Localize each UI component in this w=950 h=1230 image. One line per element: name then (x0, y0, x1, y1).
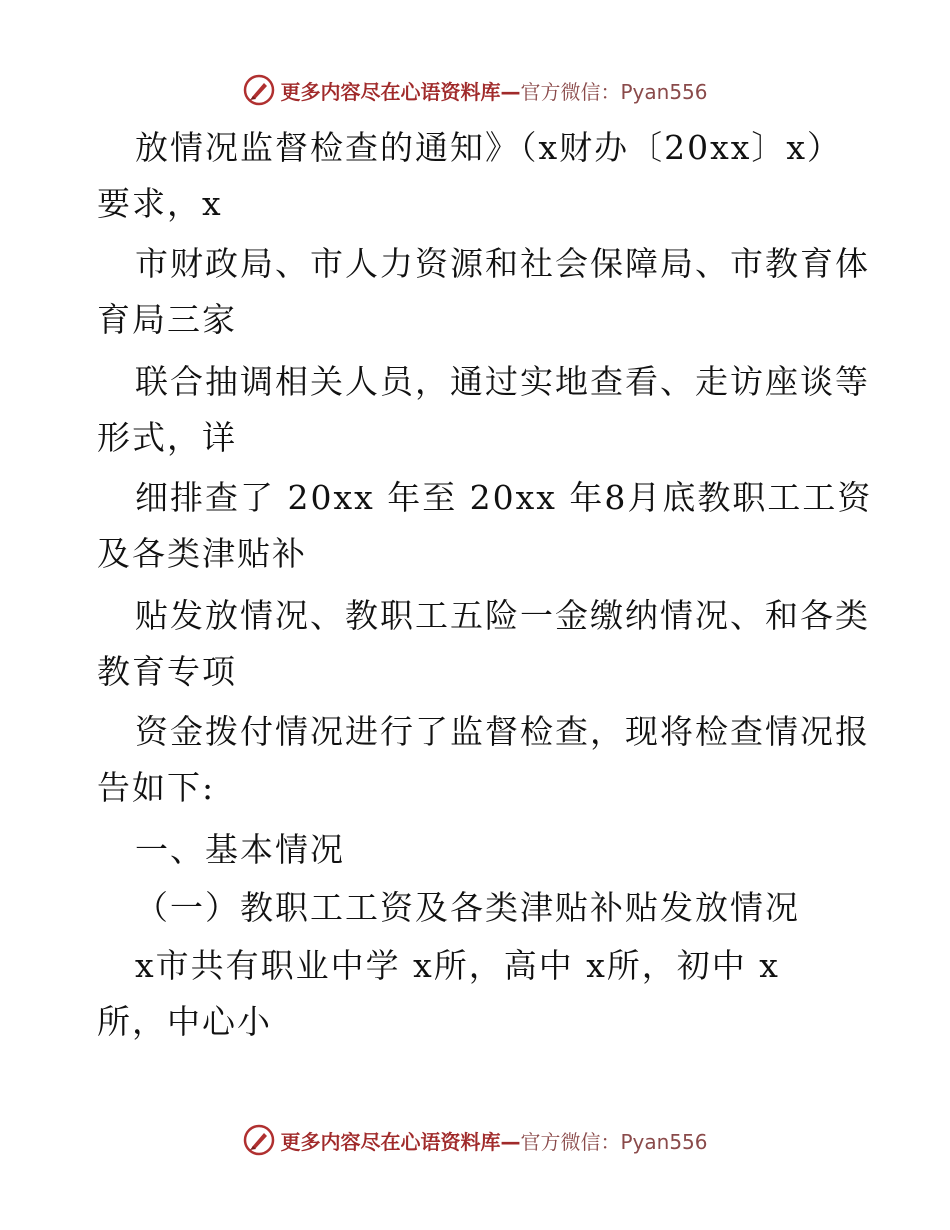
body-line: 所，中心小 (97, 1002, 272, 1041)
section-heading: 一、基本情况 (135, 830, 345, 869)
header-banner (0, 70, 950, 110)
body-line: 联合抽调相关人员，通过实地查看、走访座谈等 (135, 362, 870, 401)
body-line: 放情况监督检查的通知》（x财办〔20xx〕x） (135, 128, 842, 167)
banner-wechat-id: Pyan556 (620, 79, 708, 104)
body-line: 形式，详 (97, 418, 237, 457)
pen-circle-logo-icon (242, 73, 276, 107)
banner-site-text: 更多内容尽在心语资料库 (280, 1129, 501, 1154)
footer-banner (0, 1120, 950, 1160)
banner-dash: — (500, 79, 521, 104)
subsection-heading: （一）教职工工资及各类津贴补贴发放情况 (135, 888, 800, 927)
banner-dash: — (500, 1129, 521, 1154)
banner-wechat-label: 官方微信： (520, 1129, 621, 1154)
body-line: 资金拨付情况进行了监督检查，现将检查情况报 (135, 712, 870, 751)
body-line: 要求，x (97, 184, 223, 223)
body-line: 告如下: (97, 768, 216, 807)
banner-site-text: 更多内容尽在心语资料库 (280, 79, 501, 104)
body-line: x市共有职业中学 x所，高中 x所，初中 x (135, 946, 780, 985)
body-line: 贴发放情况、教职工五险一金缴纳情况、和各类 (135, 596, 870, 635)
body-line: 育局三家 (97, 300, 237, 339)
banner-wechat-label: 官方微信： (520, 79, 621, 104)
pen-circle-logo-icon (242, 1123, 276, 1157)
body-line: 市财政局、市人力资源和社会保障局、市教育体 (135, 244, 870, 283)
body-line: 及各类津贴补 (97, 534, 307, 573)
banner-wechat-id: Pyan556 (620, 1129, 708, 1154)
body-line: 细排查了 20xx 年至 20xx 年8月底教职工工资 (135, 478, 873, 517)
body-line: 教育专项 (97, 652, 237, 691)
